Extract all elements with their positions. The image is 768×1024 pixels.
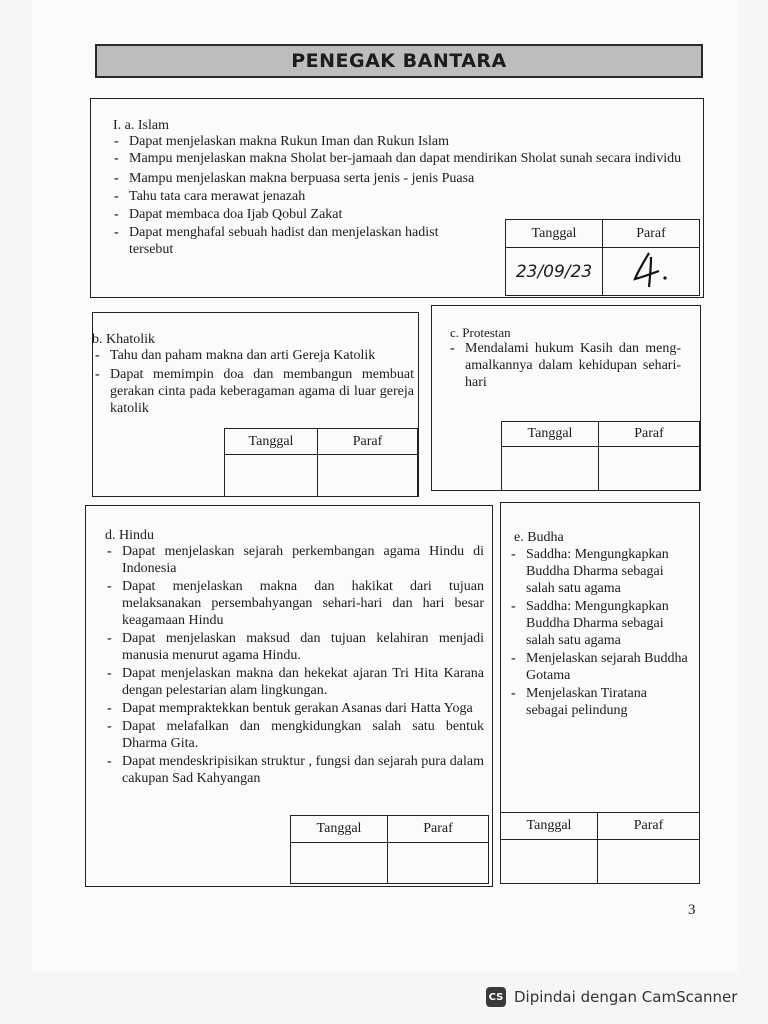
paraf-signature [603,248,700,296]
list-item: - Mendalami hukum Kasih dan meng-amalkannya dalam kehidupan sehari-hari [447,340,681,391]
tanggal-label: Tanggal [291,816,388,843]
islam-sign-table [505,219,700,296]
paraf-value [388,843,489,884]
paraf-label: Paraf [598,813,700,840]
list-item: - Mampu menjelaskan makna berpuasa serta jenis - jenis Puasa [111,170,696,187]
paraf-label: Paraf [603,220,700,248]
islam-heading: I. a. Islam [113,118,169,133]
tanggal-label: Tanggal [225,429,318,455]
budha-heading: e. Budha [514,530,564,545]
paraf-label: Paraf [318,429,418,455]
list-item: - Menjelaskan Tiratana sebagai pelindung [508,685,688,719]
list-item: - Saddha: Mengungkapkan Buddha Dharma sebagai salah satu agama [508,546,688,597]
page-title: PENEGAK BANTARA [291,50,507,72]
list-item: - Menjelaskan sejarah Buddha Gotama [508,650,688,684]
tanggal-label: Tanggal [502,422,599,447]
list-item: - Dapat menjelaskan maksud dan tujuan kelahiran menjadi manusia menurut agama Hindu. [104,630,484,664]
hindu-sign-table [290,815,489,884]
paraf-value [318,455,418,497]
tanggal-value [501,840,598,884]
list-item: - Saddha: Mengungkapkan Buddha Dharma sebagai salah satu agama [508,598,688,649]
budha-sign-table [500,812,700,884]
tanggal-value [225,455,318,497]
list-item: - Dapat menjelaskan makna Rukun Iman dan Rukun Islam [111,133,696,150]
list-item: - Dapat mendeskripisikan struktur , fungsi dan sejarah pura dalam cakupan Sad Kahyangan [104,753,484,787]
list-item: - Dapat menghafal sebuah hadist dan menjelaskan hadist tersebut [111,224,439,258]
katolik-sign-table [224,428,418,497]
signature-mark [621,249,681,289]
budha-list [508,546,688,719]
tanggal-label: Tanggal [506,220,603,248]
camscanner-footer [486,982,737,1012]
katolik-heading: b. Khatolik [92,332,155,347]
list-item: - Tahu tata cara merawat jenazah [111,188,696,205]
paraf-value [598,840,700,884]
title-banner [95,44,703,78]
list-item: - Tahu dan paham makna dan arti Gereja Katolik [92,347,414,364]
camscanner-logo: CS [486,987,506,1007]
tanggal-label: Tanggal [501,813,598,840]
tanggal-value [291,843,388,884]
tanggal-value: 23/09/23 [506,248,603,296]
list-item: - Dapat membaca doa Ijab Qobul Zakat [111,206,696,223]
camscanner-text: Dipindai dengan CamScanner [514,988,738,1006]
list-item: - Dapat menjelaskan makna dan hakikat dari tujuan melaksanakan persembahyangan sehari-hari dan hari besar keagamaan Hindu [104,578,484,629]
paraf-value [599,447,700,491]
hindu-list [104,543,484,787]
list-item: - Dapat menjelaskan sejarah perkembangan agama Hindu di Indonesia [104,543,484,577]
paraf-label: Paraf [599,422,700,447]
katolik-list [92,347,414,417]
protestan-heading: c. Protestan [450,325,511,340]
list-item: - Dapat menjelaskan makna dan hekekat ajaran Tri Hita Karana dengan pelestarian alam lingkungan. [104,665,484,699]
hindu-heading: d. Hindu [105,528,154,543]
list-item: - Dapat melafalkan dan mengkidungkan salah satu bentuk Dharma Gita. [104,718,484,752]
protestan-list [447,340,681,391]
paraf-label: Paraf [388,816,489,843]
tanggal-value [502,447,599,491]
list-item: - Dapat mempraktekkan bentuk gerakan Asanas dari Hatta Yoga [104,700,484,717]
list-item: - Dapat memimpin doa dan membangun membuat gerakan cinta pada keberagaman agama di luar gereja katolik [92,366,414,417]
page-number: 3 [688,902,696,918]
list-item: - Mampu menjelaskan makna Sholat ber-jamaah dan dapat mendirikan Sholat sunah secara individu [111,150,696,167]
protestan-sign-table [501,421,700,491]
